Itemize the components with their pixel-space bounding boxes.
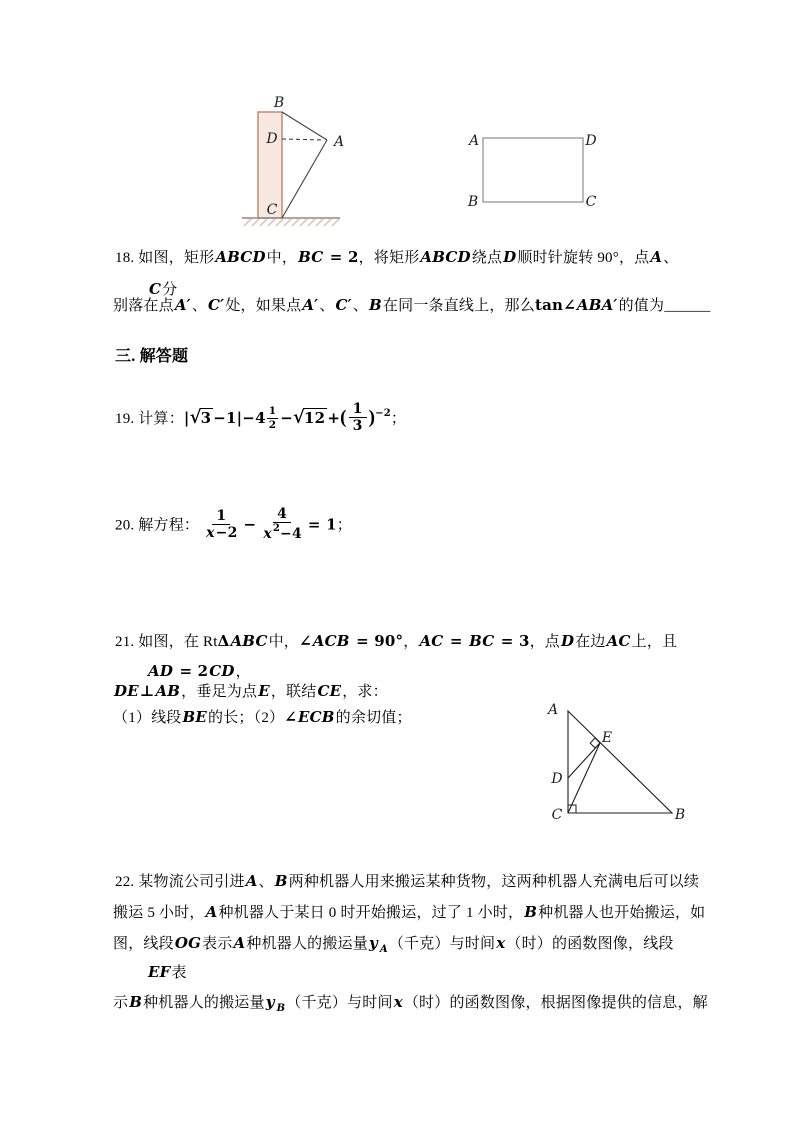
label-C: C: [585, 194, 597, 210]
q21-line4: （1）线段BE的长；（2）∠ECB的余切值；: [113, 708, 412, 726]
label-B: B: [273, 95, 285, 111]
ground-hatching: [244, 219, 339, 226]
q22-line1: 22. 某物流公司引进A、B两种机器人用来搬运某种货物，这两种机器人充满电后可以续: [115, 872, 700, 890]
segment-CA: [282, 140, 327, 218]
sqrt-3: √3: [189, 407, 212, 429]
label-C: C: [551, 807, 563, 823]
q22-line5: 示B种机器人的搬运量y $_B$（千克）与时间x（时）的函数图像，根据图像提供的信息，解: [113, 993, 708, 1014]
figure-right-triangle: [538, 698, 703, 833]
q18-line1: 18. 如图，矩形ABCD中，BC = 2，将矩形ABCD绕点D顺时针旋转 90°，点A、: [115, 248, 679, 266]
abs-bar-open: |: [183, 409, 190, 428]
right-paren: ): [368, 406, 376, 428]
segment-CE: [568, 743, 600, 813]
label-D: D: [551, 771, 563, 787]
figure-rotation: [242, 92, 352, 234]
right-angle-mark-C: [568, 805, 576, 813]
q19-mid2: −: [280, 409, 294, 428]
fraction-4-over-x2-4: $\frac{4}{x^2-4}$: [263, 506, 302, 543]
rectangle-outline: [483, 138, 583, 202]
q19-mid3: +: [327, 409, 341, 428]
fraction-1-over-x-2: $\frac{1}{x-2}$: [206, 507, 238, 541]
segment-DA-dashed: [282, 139, 324, 140]
q22-line3: 图，线段OG表示A种机器人的搬运量y $_A$（千克）与时间x（时）的函数图像，线段: [113, 934, 674, 955]
q18-line2: C分: [149, 280, 178, 298]
label-A: A: [334, 134, 345, 150]
label-D: D: [585, 133, 597, 149]
q20-end: ；: [336, 517, 352, 534]
q22-line4: EF表: [148, 963, 187, 981]
q19-end: ；: [390, 411, 407, 428]
label-B: B: [674, 807, 686, 823]
q20-line: [115, 508, 352, 544]
label-A: A: [468, 133, 480, 149]
left-paren: (: [340, 406, 347, 428]
label-E: E: [601, 730, 613, 746]
q21-line2: AD = 2CD，: [148, 662, 251, 680]
label-C: C: [266, 202, 278, 218]
q20-minus: −: [243, 515, 257, 534]
fraction-one-third: $\frac{1}{3}$: [349, 401, 367, 434]
exponent-neg2: −2: [375, 408, 391, 420]
triangle-outline: [568, 711, 672, 813]
section-title: 三. 解答题: [115, 348, 189, 365]
segment-BA: [282, 112, 327, 140]
q19-mid1: −1|−4: [213, 409, 266, 428]
sqrt-12: √12: [293, 407, 326, 429]
label-D: D: [266, 131, 278, 147]
exponent-fraction-half: $\frac{1}{2}$: [268, 405, 277, 431]
q21-line1: 21. 如图，在 RtΔABC中，∠ACB = 90°，AC = BC = 3，点D在边AC上，且: [115, 632, 678, 650]
q22-line2: 搬运 5 小时，A种机器人于某日 0 时开始搬运，过了 1 小时，B种机器人也开始搬运，如: [113, 903, 706, 921]
label-B: B: [467, 194, 479, 210]
label-A: A: [547, 702, 559, 718]
q19-label: 19. 计算：: [115, 411, 184, 428]
figure-rectangle-abcd: [460, 125, 605, 215]
q20-equals: = 1: [307, 515, 337, 534]
q19-line: [115, 403, 406, 436]
q18-line3: 别落在点A′、C′处，如果点A′、C′、B在同一条直线上，那么tan∠ABA′的值为______: [113, 296, 711, 314]
q21-line3: DE⊥AB，垂足为点E，联结CE，求：: [114, 682, 388, 700]
q20-label: 20. 解方程：: [115, 517, 200, 534]
